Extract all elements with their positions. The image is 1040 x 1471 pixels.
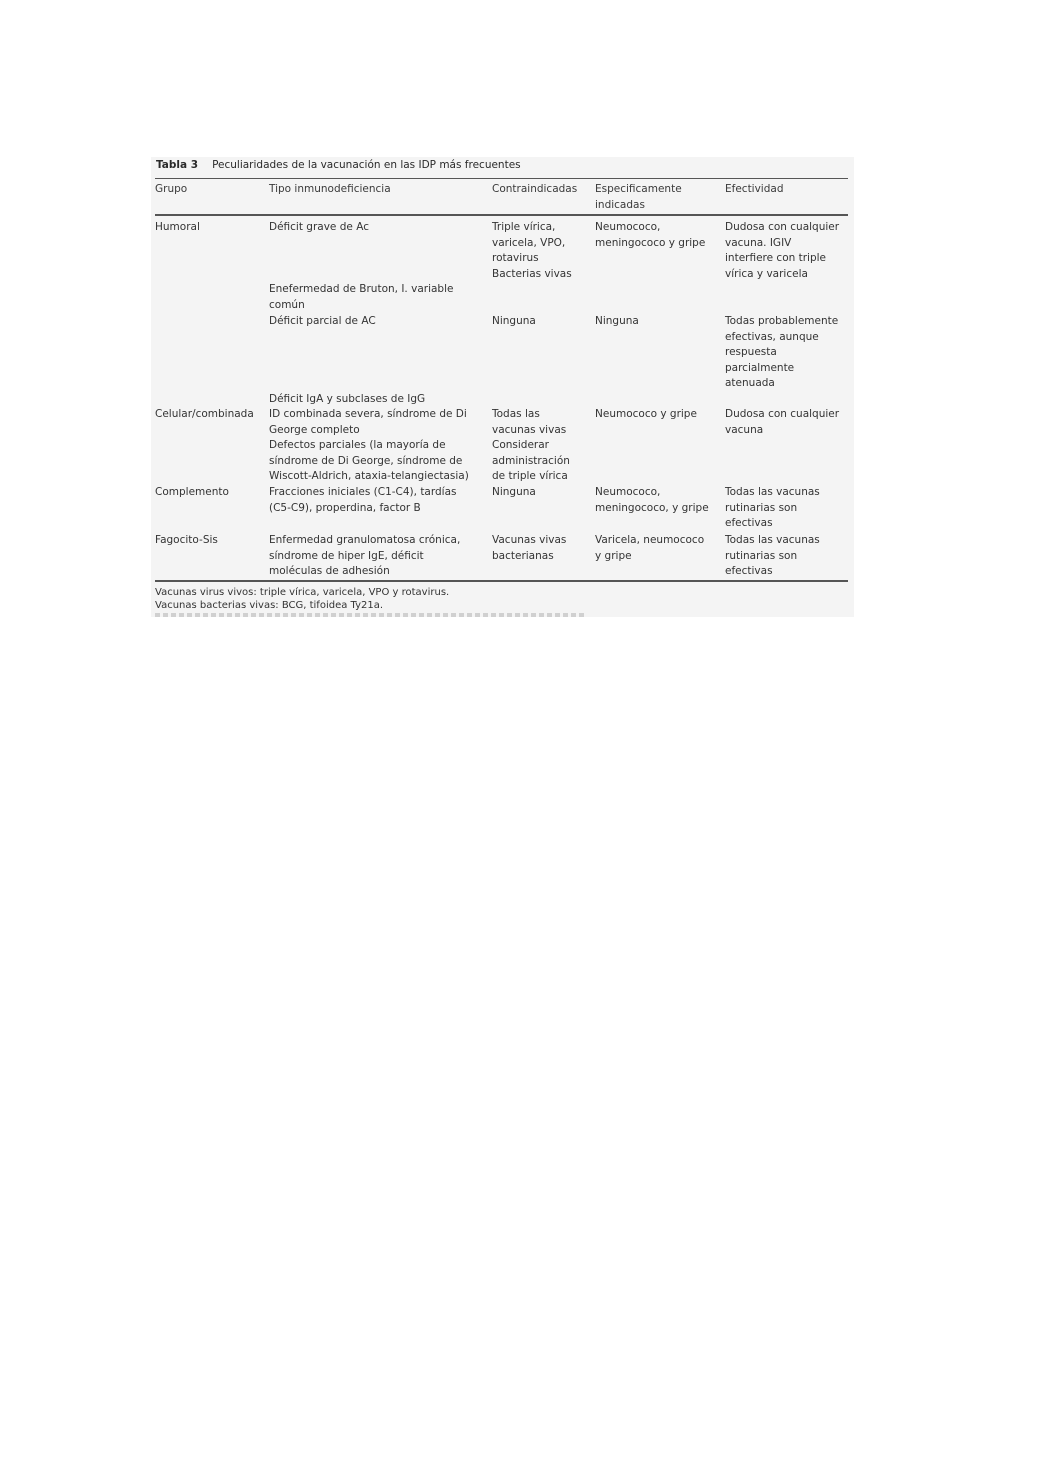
header-especificamente: Especificamente indicadas [595,183,682,211]
cell-contra-humoral-1: Triple vírica, varicela, VPO, rotavirus Bacterias vivas [492,221,572,280]
cell-tipo-humoral-1: Déficit grave de Ac [269,221,369,233]
cell-grupo-celular: Celular/combinada [155,408,254,420]
header-efectividad: Efectividad [725,183,784,195]
cell-tipo-humoral-3: Déficit parcial de AC [269,315,376,327]
cell-espec-fagocito: Varicela, neumococo y gripe [595,534,705,562]
cell-tipo-humoral-2: Enefermedad de Bruton, I. variable común [269,283,454,311]
cell-tipo-fagocito: Enfermedad granulomatosa crónica, síndrome de hiper IgE, déficit moléculas de adhesión [269,534,461,577]
cell-efec-humoral-3: Todas probablemente efectivas, aunque respuesta parcialmente atenuada [725,315,839,389]
header-contraindicadas: Contraindicadas [492,183,578,195]
cell-grupo-complemento: Complemento [155,486,229,498]
cell-efec-humoral-1: Dudosa con cualquier vacuna. IGIV interfiere con triple vírica y varicela [725,221,840,280]
cell-contra-celular: Todas las vacunas vivas Considerar administración de triple vírica [492,408,570,482]
cell-espec-humoral-3: Ninguna [595,315,639,327]
cell-efec-celular: Dudosa con cualquier vacuna [725,408,840,436]
table-caption [156,158,521,172]
cell-espec-complemento: Neumococo, meningococo, y gripe [595,486,709,514]
header-rule [155,214,848,216]
table-top-rule [155,178,848,179]
cell-tipo-celular: ID combinada severa, síndrome de Di George completo Defectos parciales (la mayoría de síndrome de Di George, síndrome de Wiscott-Aldrich, ataxia-telangiectasia) [269,408,469,482]
footnote-virus: Vacunas virus vivos: triple vírica, varicela, VPO y rotavirus. [155,587,450,598]
table-figure [151,157,854,617]
cell-contra-humoral-3: Ninguna [492,315,536,327]
cell-espec-celular: Neumococo y gripe [595,408,697,420]
cell-efec-fagocito: Todas las vacunas rutinarias son efectivas [725,534,820,577]
cell-contra-fagocito: Vacunas vivas bacterianas [492,534,567,562]
cell-efec-complemento: Todas las vacunas rutinarias son efectivas [725,486,820,529]
cropped-text-line [155,613,585,617]
header-tipo: Tipo inmunodeficiencia [269,183,391,195]
caption-label: Tabla 3 [156,159,199,171]
cell-contra-complemento: Ninguna [492,486,536,498]
header-grupo: Grupo [155,183,188,195]
cell-grupo-fagocito: Fagocito-Sis [155,534,218,546]
cell-tipo-complemento: Fracciones iniciales (C1-C4), tardías (C5-C9), properdina, factor B [269,486,457,514]
caption-title: Peculiaridades de la vacunación en las IDP más frecuentes [212,159,521,171]
footnote-bacterias: Vacunas bacterias vivas: BCG, tifoidea Ty21a. [155,600,384,611]
cell-tipo-humoral-4: Déficit IgA y subclases de IgG [269,393,426,405]
table-bottom-rule [155,580,848,582]
cell-espec-humoral-1: Neumococo, meningococo y gripe [595,221,706,249]
cell-grupo-humoral: Humoral [155,221,200,233]
